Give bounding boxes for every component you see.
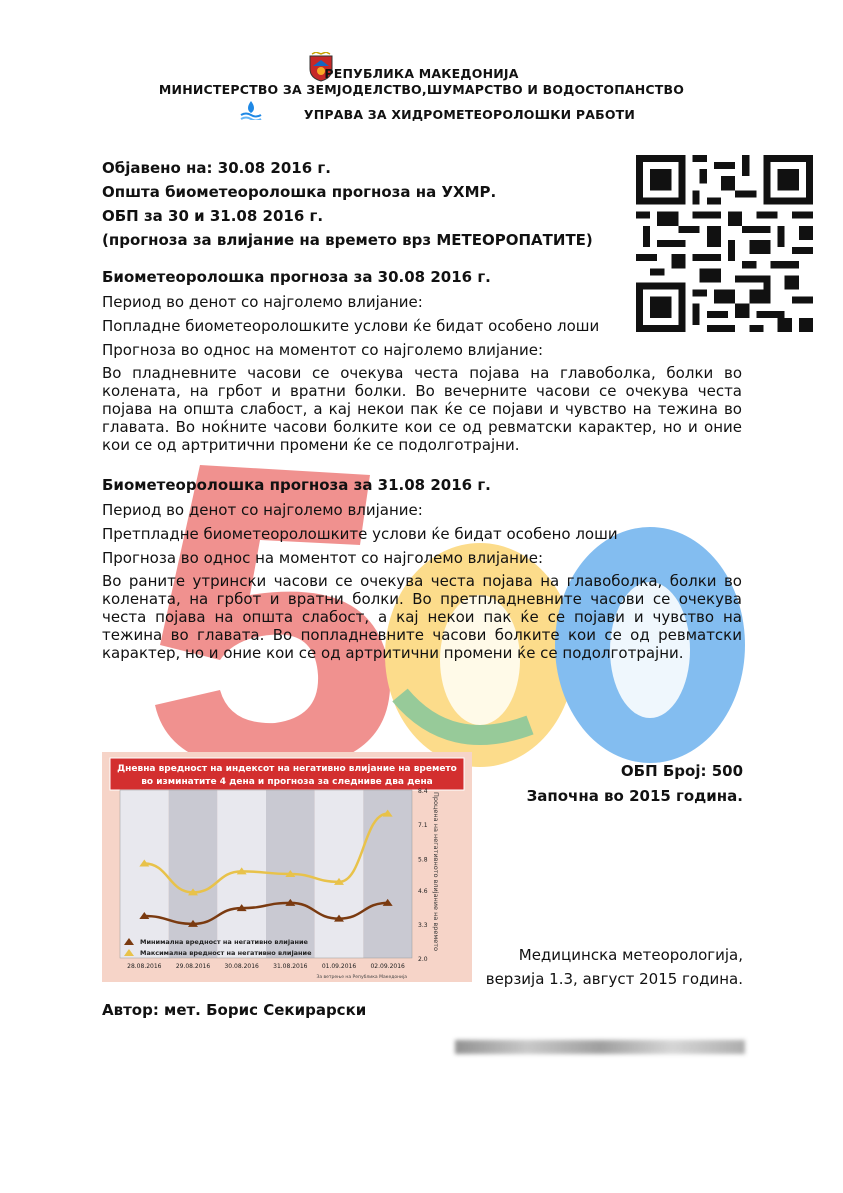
legend-entry: Минимална вредност на негативно влијание [140,938,308,946]
obp-number: ОБП Број: 500 [620,762,743,780]
author: Автор: мет. Борис Секирарски [102,1001,367,1019]
y-tick-label: 7.1 [418,822,428,830]
chart-column-band [315,790,364,958]
header-agency: УПРАВА ЗА ХИДРОМЕТЕОРОЛОШКИ РАБОТИ [303,107,636,122]
forecast1-text: Во пладневните часови се очекува честа појава на главоболка, болки во колената, на грбот и вратни болки. Во вечерните часови се очекува честа појава на општа слабост, а кај некои пак ќе се појави и чувство на тежина во главата. Во ноќните часови болките кои се од ревматски карактер, но и оние кои се од артритични промени ќе се подолготрајни. [102,364,742,454]
chart-source: За ветрење на Република Македонија [316,975,407,980]
chart-title-line1: Дневна вредност на индексот на негативно влијание на времето [117,764,457,774]
forecast2-period-value: Претпладне биометеоролошките услови ќе бидат особено лоши [102,525,618,543]
version-info: верзија 1.3, август 2015 година. [485,970,743,988]
forecast2-period-label: Период во денот со најголемо влијание: [102,501,423,519]
x-tick-label: 29.08.2016 [175,963,211,970]
forecast1-moment-label: Прогноза во однос на моментот со најголемо влијание: [102,341,544,359]
forecast2-text: Во раните утрински часови се очекува честа појава на главоболка, болки во колената, на грбот и вратни болки. Во претпладневните часови се очекува честа појава на општа слабост, а кај некои пак ќе се појави и чувство на тежина во главата. Во попладневните часови болките кои се од ревматски карактер, но и оние кои се од артритични промени ќе се подолготрајни. [102,572,742,662]
header-ministry: МИНИСТЕРСТВО ЗА ЗЕМЈОДЕЛСТВО,ШУМАРСТВО И ВОДОСТОПАНСТВО [158,82,685,97]
y-axis-label: Процена на негативното влијание на времето [432,792,440,952]
x-tick-label: 31.08.2016 [273,963,308,970]
y-tick-label: 8.4 [418,788,428,795]
x-tick-label: 28.08.2016 [127,963,162,970]
x-tick-label: 01.09.2016 [321,963,357,970]
forecast2-moment-label: Прогноза во однос на моментот со најголемо влијание: [102,549,544,567]
y-tick-label: 2.0 [418,956,428,963]
header-republic: РЕПУБЛИКА МАКЕДОНИЈА [324,66,519,81]
chart-title-line2: во изминатите 4 дена и прогноза за следниве два дена [141,777,433,787]
y-tick-label: 4.6 [418,887,428,895]
forecast1-period-value: Попладне биометеоролошките услови ќе бидат особено лоши [102,317,600,335]
published-date: Објавено на: 30.08 2016 г. [102,159,331,177]
y-tick-label: 5.8 [418,856,428,864]
y-tick-label: 3.3 [418,921,428,929]
forecast1-heading: Биометеоролошка прогноза за 30.08 2016 г. [102,268,491,286]
started-year: Започна во 2015 година. [526,787,743,805]
medical-meteorology: Медицинска метеорологија, [518,946,743,964]
x-tick-label: 02.09.2016 [370,963,405,970]
legend-entry: Максимална вредност на негативно влијание [140,949,312,957]
forecast-title: Општа биометеоролошка прогноза на УХМР. [102,183,497,201]
chart-column-band [120,790,169,958]
chart-column-band [169,790,218,958]
x-tick-label: 30.08.2016 [224,963,259,970]
redacted-signature [455,1040,745,1054]
forecast-subtitle: (прогноза за влијание на времето врз МЕТЕОРОПАТИТЕ) [102,231,593,249]
forecast1-period-label: Период во денот со најголемо влијание: [102,293,423,311]
forecast2-heading: Биометеоролошка прогноза за 31.08 2016 г. [102,476,491,494]
negative-impact-chart [102,752,472,982]
obp-dates: ОБП за 30 и 31.08 2016 г. [102,207,324,225]
qr-code[interactable] [636,155,813,332]
